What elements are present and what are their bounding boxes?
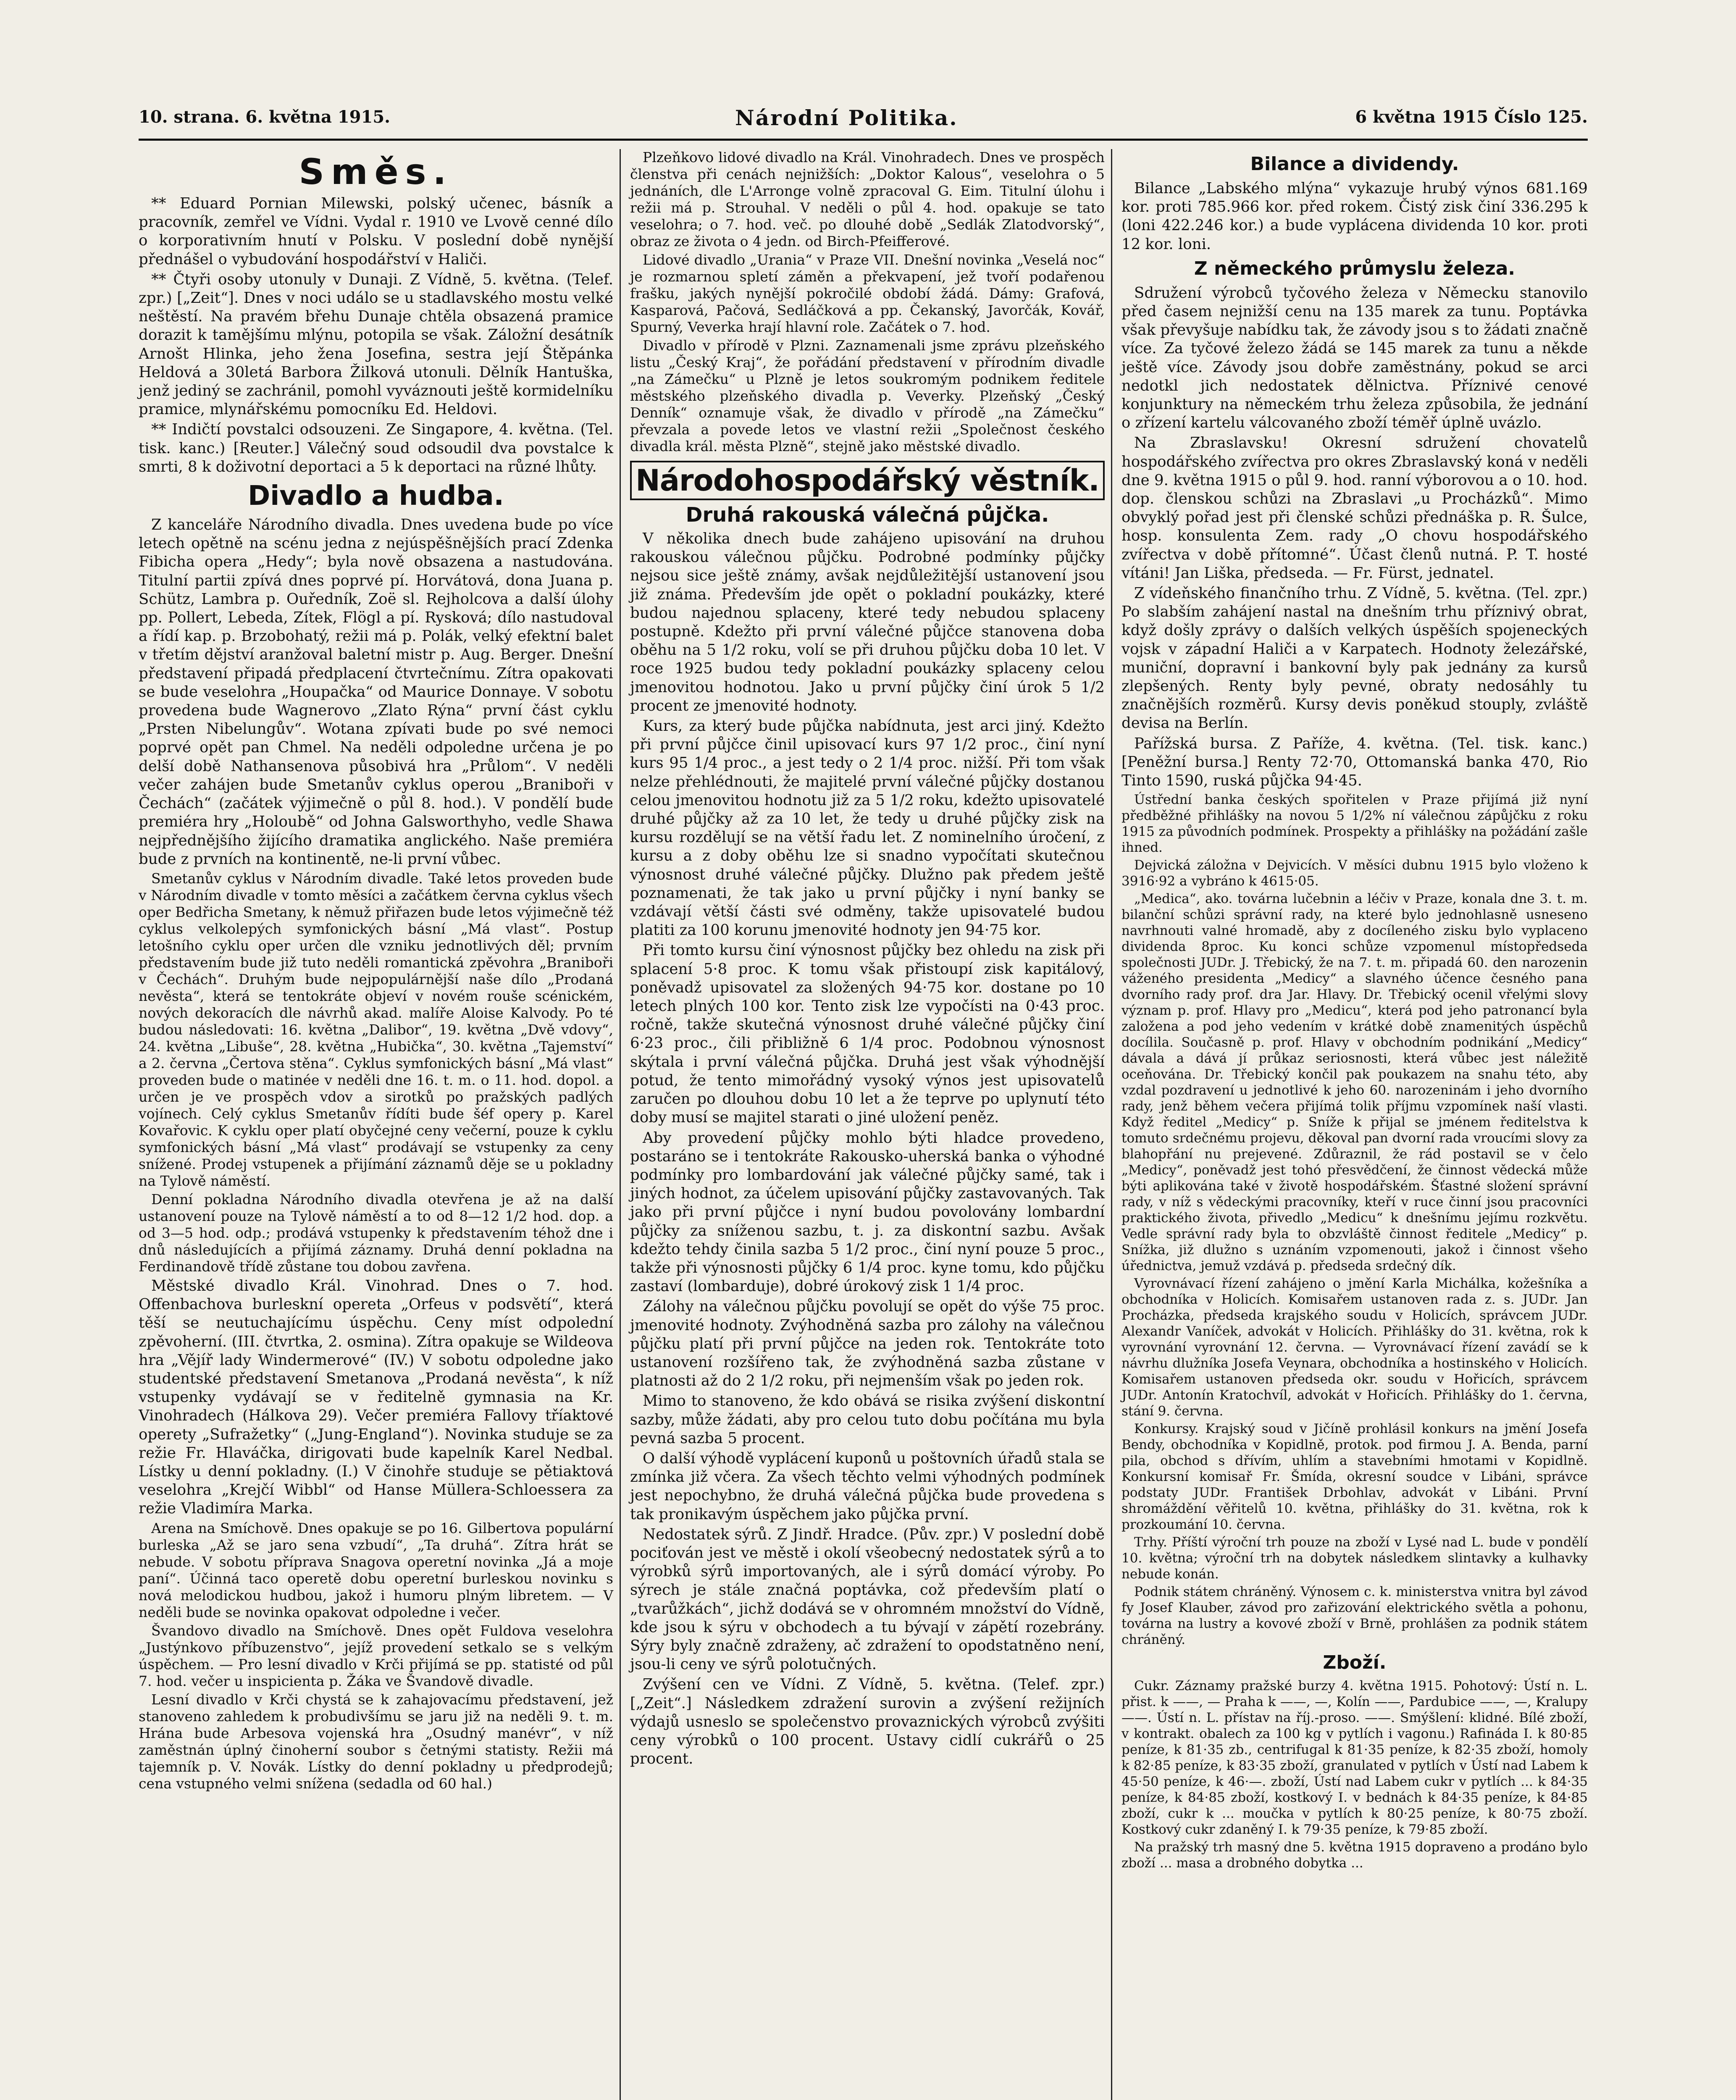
article-paragraph: Podnik státem chráněný. Výnosem c. k. ministerstva vnitra byl závod fy Josef Klauber, závod pro zařizování elektrického světla a pohonu, továrna na lustry a kovové zboží v Brně, prohlášen za podnik státem chráněný. — [1121, 1584, 1588, 1648]
article-paragraph: Smetanův cyklus v Národním divadle. Také letos proveden bude v Národním divadle v tomto měsíci a začátkem června cyklus všech oper Bedřicha Smetany, k němuž přiřazen bude letos výjimečně též cyklus velkolepých symfonických básní „Má vlast“. Postup letošního cyklu oper určen dle vzniku jednotlivých děl; prvním představením bude již tuto neděli romantická zpěvohra „Braniboři v Čechách“. Druhým bude nejpopulárnější naše dílo „Prodaná nevěsta“, která se tentokráte objeví v novém rouše scénickém, nových dekoracích dle návrhů akad. malíře Aloise Kalvody. Po té budou následovati: 16. května „Dalibor“, 19. května „Dvě vdovy“, 24. května „Libuše“, 28. května „Hubička“, 30. května „Tajemství“ a 2. června „Čertova stěna“. Cyklus symfonických básní „Má vlast“ proveden bude o matinée v neděli dne 16. t. m. o 11. hod. dopol. a určen je ve prospěch vdov a sirotků po pražských padlých vojínech. Celý cyklus Smetanův řídíti bude šéf opery p. Karel Kovařovic. K cyklu oper platí obyčejné ceny večerní, pouze k cyklu symfonických básní „Má vlast“ prodávají se vstupenky za ceny snížené. Prodej vstupenek a přijímání záznamů děje se u pokladny na Tylově náměstí. — [139, 870, 613, 1189]
article-paragraph: Divadlo v přírodě v Plzni. Zaznamenali jsme zprávu plzeňského listu „Český Kraj“, že pořádání představení v přírodním divadle „na Zámečku“ u Plzně je letos soukromým podnikem ředitele městského plzeňského divadla p. Veverky. Plzeňský „Český Denník“ oznamuje však, že divadlo v přírodě „na Zámečku“ převzala a povede letos ve vlastní režii „Společnost českého divadla král. města Plzně“, stejně jako městské divadlo. — [630, 337, 1105, 454]
article-paragraph: Sdružení výrobců tyčového železa v Německu stanovilo před časem nejnižší cenu na 135 marek za tunu. Poptávka však převyšuje nabídku tak, že závody jsou s to žádati značně více. Za tyčové železo žádá se 145 marek za tunu a někde ještě více. Závody jsou dobře zaměstnány, pokud se arci nedotkl jich nedostatek dělnictva. Příznivé cenové konjunktury na německém trhu železa způsobila, že jednání o zřízení kartelu válcovaného zboží téměř úplně uvázlo. — [1121, 284, 1588, 432]
article-paragraph: Městské divadlo Král. Vinohrad. Dnes o 7. hod. Offenbachova burleskní opereta „Orfeus v podsvětí“, která těší se neutuchajícímu úspěchu. Ceny míst odpolední zpěvoherní. (III. čtvrtka, 2. osmina). Zítra opakuje se Wildeova hra „Vějíř lady Windermerové“ (IV.) V sobotu odpoledne jako studentské představení Smetanova „Prodaná nevěsta“, k níž vstupenky vydávají se v ředitelně gymnasia na Kr. Vinohradech (Hálkova 29). Večer premiéra Fallovy tříaktové operety „Sufražetky“ („Jung-England“). Novinka studuje se za režie Fr. Hlaváčka, dirigovati bude kapelník Karel Nedbal. Lístky u denní pokladny. (I.) V činohře studuje se pětiaktová veselohra „Krejčí Wibbl“ od Hanse Müllera-Schloessera za režie Vladimíra Marka. — [139, 1277, 613, 1517]
column-1 — [139, 149, 613, 1794]
column-divider — [620, 149, 621, 2100]
article-paragraph: Plzeňkovo lidové divadlo na Král. Vinohradech. Dnes ve prospěch členstva při cenách nejnižších: „Doktor Kalous“, veselohra o 5 jednáních, dle L'Arronge volně zpracoval G. Eim. Titulní úlohu i režii má p. Strouhal. V neděli o půl 4. hod. opakuje se tato veselohra; o 7. hod. več. po dlouhé době „Sedlák Zlatodvorský“, obraz ze života o 4 jedn. od Birch-Pfeifferové. — [630, 149, 1105, 249]
article-paragraph: Bilance „Labského mlýna“ vykazuje hrubý výnos 681.169 kor. proti 785.966 kor. před rokem. Čistý zisk činí 336.295 k (loni 422.246 kor.) a bude vyplácena dividenda 10 kor. proti 12 kor. loni. — [1121, 180, 1588, 253]
article-paragraph: V několika dnech bude zahájeno upisování na druhou rakouskou válečnou půjčku. Podrobné podmínky půjčky nejsou sice ještě známy, avšak nejdůležitější ustanovení jsou již známa. Především jde opět o pokladní poukázky, které budou najednou splaceny, které tedy nebudou splaceny postupně. Kdežto při první válečné půjčce stanovena doba oběhu na 5 1/2 roku, volí se při druhou půjčku doba 10 let. V roce 1925 budou tedy pokladní poukázky splaceny celou jmenovitou hodnotou. Jako u první půjčky činí úrok 5 1/2 procent ze jmenovité hodnoty. — [630, 530, 1105, 714]
column-divider — [1111, 149, 1112, 2100]
article-paragraph: Zálohy na válečnou půjčku povolují se opět do výše 75 proc. jmenovité hodnoty. Zvýhodněná sazba pro zálohy na válečnou půjčku platí při první půjčce na jeden rok. Tentokráte toto ustanovení rozšířeno tak, že zvýhodněná sazba zůstane v platnosti až do 2 1/2 roku, při nejmenším však po jeden rok. — [630, 1298, 1105, 1390]
article-heading: Zboží. — [1323, 1652, 1387, 1674]
article-paragraph: Zvýšení cen ve Vídni. Z Vídně, 5. května. (Telef. zpr.) [„Zeit“.] Následkem zdražení surovin a zvýšení režijních výdajů usneslo se společenstvo provaznických výrobců zvýšiti ceny výrobků o 100 procent. Ustavy cidlí cukrářů o 25 procent. — [630, 1676, 1105, 1768]
column-3 — [1121, 149, 1588, 1873]
article-heading: Druhá rakouská válečná půjčka. — [685, 503, 1049, 527]
article-paragraph: Nedostatek sýrů. Z Jindř. Hradce. (Pův. zpr.) V poslední době pociťován jest ve městě i okolí všeobecný nedostatek sýrů a to výrobků sýrů importovaných, ale i sýrů domácí výroby. Po sýrech je stále značná poptávka, což především platí o „tvarůžkách“, jichž dodává se v ohromném množství do Vídně, kde jsou k sýru v obchodech a tu bývají v zápětí rozebrány. Sýry byly značně zdraženy, ač zdražení to opodstatněno není, jsou-li ceny ve sýrů polotučných. — [630, 1525, 1105, 1673]
article-paragraph: Denní pokladna Národního divadla otevřena je až na další ustanovení pouze na Tylově náměstí a to od 8—12 1/2 hod. dop. a od 3—5 hod. odp.; prodává vstupenky k představením téhož dne i dnů následujících a přijímá záznamy. Druhá denní pokladna na Ferdinandově třídě zůstane tou dobou zavřena. — [139, 1191, 613, 1275]
article-paragraph: Pařížská bursa. Z Paříže, 4. května. (Tel. tisk. kanc.) [Peněžní bursa.] Renty 72·70, Ottomanská banka 470, Rio Tinto 1590, ruská půjčka 94·45. — [1121, 735, 1588, 790]
article-paragraph: Švandovo divadlo na Smíchově. Dnes opět Fuldova veselohra „Justýnkovo příbuzenstvo“, jejíž provedení setkalo se s velkým úspěchem. — Pro lesní divadlo v Krči přijímá se pp. statisté od půl 7. hod. večer u inspicienta p. Žáka ve Švandově divadle. — [139, 1622, 613, 1689]
header-date-right: 6 května 1915 Číslo 125. — [1355, 107, 1588, 127]
article-heading: Bilance a dividendy. — [1250, 153, 1459, 175]
article-paragraph: Mimo to stanoveno, že kdo obává se risika zvýšení diskontní sazby, může žádati, aby pro celou tuto dobu počítána mu byla pevná sazba 5 procent. — [630, 1392, 1105, 1447]
article-paragraph: Trhy. Příští výroční trh pouze na zboží v Lysé nad L. bude v pondělí 10. května; výroční trh na dobytek následkem slintavky a kulhavky nebude konán. — [1121, 1535, 1588, 1582]
article-heading: Z německého průmyslu železa. — [1194, 257, 1515, 279]
article-paragraph: Při tomto kursu činí výnosnost půjčky bez ohledu na zisk při splacení 5·8 proc. K tomu však přistoupí zisk kapitálový, poněvadž upisovatel za složených 94·75 kor. dostane po 10 letech plných 100 kor. Tento zisk lze vypočísti na 0·43 proc. ročně, takže skutečná výnosnost druhé válečné půjčky činí 6·23 proc., čili přibližně 6 1/4 proc. Podobnou výnosnost skýtala i první válečná půjčka. Druhá jest však výhodnější potud, že tento mimořádný vysoký výnos jest upisovatelů zaručen po dlouhou dobu 10 let a že teprve po uplynutí této doby musí se majitel starati o jiné uložení peněz. — [630, 942, 1105, 1126]
article-paragraph: Arena na Smíchově. Dnes opakuje se po 16. Gilbertova populární burleska „Až se jaro sena vzbudí“, „Ta druhá“. Zítra hrát se nebude. V sobotu příprava Snagova operetní novinka „Já a moje paní“. Účinná taco operetě dobu operetní burleskou novinku s nová melodickou hudbou, jakož i humoru plným libretem. — V neděli bude se novinka opakovat odpoledne i večer. — [139, 1520, 613, 1620]
article-paragraph: „Medica“, ako. továrna lučebnin a léčiv v Praze, konala dne 3. t. m. bilanční schůzi správní rady, na které bylo jednohlasně usneseno navrhnouti valné hromadě, aby z docíleného zisku bylo vyplaceno dividenda 8proc. Ku konci schůze vzpomenul místopředseda společnosti JUDr. J. Třebický, že na 7. t. m. připadá 60. den narozenin váženého presidenta „Medicy“ a slavného účence česného pana dvorního rady prof. dra Jar. Hlavy. Dr. Třebický ocenil vřelými slovy význam p. prof. Hlavy pro „Medicu“, která pod jeho patronancí byla založena a pod jeho vedením v krátké době znamenitých úspěchů docílila. Současně p. prof. Hlavy v obchodním podnikání „Medicy“ dávala a dává jí průkaz seriosnosti, která vůbec jest náležitě oceňována. Dr. Třebický končil pak poukazem na snahu této, aby vzdal pozdravení u jednotlivé k jeho 60. narozeninám i jeho dvorního rady, jenž během večera přijímá tolik příjmu vzpomínek naší vlasti. Když ředitel „Medicy“ p. Sníže k přijal se jménem ředitelstva k tomuto srdečnému projevu, děkoval pan dvorní rada vroucími slovy za blahopřání nu prejevené. Zdůraznil, že rád postavil se v čelo „Medicy“, poněvadž jest tohó přesvědčení, že činnost vědecká může býti aplikována také v životě hospodářském. Šťastné složení správní rady, v níž s vědeckými pracovníky, kteří v ruce činní jsou pracovníci praktického života, přivedlo „Medicu“ k dnešnímu jejímu rozkvětu. Vedle správní rady byla to obzvláště činnost ředitele „Medicy“ p. Snížka, již dlužno s uznáním vzpomenouti, jakož i činnost všeho úřednictva, jemuž vzdává p. předseda srdečný dík. — [1121, 891, 1588, 1274]
column-2 — [630, 149, 1105, 1770]
article-paragraph: Na pražský trh masný dne 5. května 1915 dopraveno a prodáno bylo zboží ... masa a drobného dobytka ... — [1121, 1840, 1588, 1871]
article-paragraph: Z vídeňského finančního trhu. Z Vídně, 5. května. (Tel. zpr.) Po slabším zahájení nastal na dnešním trhu příznivý obrat, když došly zprávy o dalších velkých úspěších spojeneckých vojsk v západní Haliči a v Karpatech. Hodnoty železářské, muniční, dopravní i bankovní byly pak jednány za kursů zlepšených. Renty byly pevné, obraty nedosáhly tu značnějších rozměrů. Kursy devis poněkud stouply, zvláště devisa na Berlín. — [1121, 585, 1588, 732]
article-paragraph: O další výhodě vyplácení kuponů u poštovních úřadů stala se zmínka již včera. Za všech těchto velmi výhodných podmínek jest nepochybno, že druhá válečná půjčka bude provedena s tak pronikavým úspěchem jako půjčka první. — [630, 1449, 1105, 1523]
article-paragraph: Z kanceláře Národního divadla. Dnes uvedena bude po více letech opětně na scénu jedna z nejúspěšnějších prací Zdenka Fibicha opera „Hedy“; byla nově obsazena a nastudována. Titulní partii zpívá dnes poprvé pí. Horvátová, dona Juana p. Schütz, Lambra p. Ouředník, Zoë sl. Rejholcova a další úlohy pp. Pollert, Lebeda, Zítek, Flögl a pí. Rysková; dílo nastudoval a řídí kap. p. Brzobohatý, režii má p. Polák, velký efektní balet v třetím dějství aranžoval baletní mistr p. Aug. Berger. Dnešní představení připadá předplacení čtvrtečnímu. Zítra opakovati se bude veselohra „Houpačka“ od Maurice Donnaye. V sobotu provedena bude Wagnerovo „Zlato Rýna“ první část cyklu „Prsten Nibelungův“. Wotana zpívati bude po své nemoci poprvé opět pan Chmel. Na neděli odpoledne určena je po delší době Nathansenova působivá hra „Průlom“. V neděli večer zahájen bude Smetanův cyklus operou „Braniboři v Čechách“ (začátek výjimečně o půl 8. hod.). V pondělí bude premiéra hry „Holoubě“ od Johna Galsworthyho, vedle Shawa nejpřednějšího žijícího dramatika anglického. Naše premiéra bude z prvních na kontinentě, ne-li první vůbec. — [139, 516, 613, 868]
article-paragraph: Lesní divadlo v Krči chystá se k zahajovacímu představení, jež stanoveno zahledem k probudivšímu se jaru již na neděli 9. t. m. Hrána bude Arbesova vojenská hra „Osudný manévr“, v níž zaměstnán úplný činoherní soubor s četnými statisty. Režii má tajemník p. V. Novák. Lístky do denní pokladny u předprodejů; cena vstupného velmi snížena (sedadla od 60 hal.) — [139, 1691, 613, 1792]
masthead-title: Národní Politika. — [735, 105, 958, 130]
article-paragraph: Vyrovnávací řízení zahájeno o jmění Karla Michálka, kožešníka a obchodníka v Holicích. Komisařem ustanoven rada z. s. JUDr. Jan Procházka, předseda krajského soudu v Holicích, správcem JUDr. Alexandr Vaníček, advokát v Holicích. Přihlášky do 31. května, rok k vyrovnání vyrovnání 12. června. — Vyrovnávací řízení zavádí se k návrhu dlužníka Josefa Veynara, obchodníka a hostinského v Holicích. Komisařem ustanoven předseda okr. soudu v Hořicích, správcem JUDr. Antonín Kratochvíl, advokát v Hořicích. Přihlášky do 1. června, stání 9. června. — [1121, 1276, 1588, 1419]
article-paragraph: Ústřední banka českých spořitelen v Praze přijímá již nyní předběžné přihlášky na novou 5 1/2% ní válečnou zápůjčku z roku 1915 za původních podmínek. Prospekty a přihlášky na požádání zašle ihned. — [1121, 792, 1588, 856]
article-paragraph: ** Eduard Pornian Milewski, polský učenec, básník a pracovník, zemřel ve Vídni. Vydal r. 1910 ve Lvově cenné dílo o korporativním hnutí v Polsku. V poslední době nynější přednášel o vybudování hospodářství v Haliči. — [139, 195, 613, 268]
article-paragraph: Na Zbraslavsku! Okresní sdružení chovatelů hospodářského zvířectva pro okres Zbraslavský koná v neděli dne 9. května 1915 o půl 9. hod. ranní výborovou a o 10. hod. dop. členskou schůzi na Zbraslavi „u Procházků“. Mimo obvyklý pořad jest při členské schůzi přednáška p. R. Šulce, hosp. konsulenta Zem. rady „O chovu hospodářského zvířectva v době přítomné“. Účast členů nutná. P. T. hosté vítáni! Jan Liška, předseda. — Fr. Fürst, jednatel. — [1121, 434, 1588, 582]
article-paragraph: Dejvická záložna v Dejvicích. V měsíci dubnu 1915 bylo vloženo k 3916·92 a vybráno k 4615·05. — [1121, 858, 1588, 889]
article-paragraph: Lidové divadlo „Urania“ v Praze VII. Dnešní novinka „Veselá noc“ je rozmarnou spletí záměn a překvapení, jež tvoří podařenou frašku, jakých nynější pokročilé období žádá. Dámy: Grafová, Kasparová, Pačová, Sedláčková a pp. Čekanský, Javorčák, Kovář, Spurný, Veverka hrají hlavní role. Začátek o 7. hod. — [630, 252, 1105, 335]
article-paragraph: ** Čtyři osoby utonuly v Dunaji. Z Vídně, 5. května. (Telef. zpr.) [„Zeit“]. Dnes v noci událo se u stadlavského mostu velké neštěstí. Na pravém břehu Dunaje chtěla obsazená pramice dorazit k tamějšímu mlýnu, potopila se však. Záložní desátník Arnošt Hlinka, jeho žena Josefina, sestra její Štěpánka Heldová a 30letá Barbora Žilková utonuli. Dělník Hantuška, jenž jediný se zachránil, pomohl vyváznouti ještě kormidelníku pramice, mlynářskému pomocníku Ed. Heldovi. — [139, 270, 613, 418]
section-title-smes: Směs. — [299, 151, 453, 192]
article-paragraph: Cukr. Záznamy pražské burzy 4. května 1915. Pohotový: Ústí n. L. přist. k ——, — Praha k ——, —, Kolín ——, Pardubice ——, —, Kralupy ——. Ústí n. L. přístav na říj.-proso. ——. Smýšlení: klidné. Bílé zboží, v kontrakt. obalech za 100 kg v pytlích i vagonu.) Rafináda I. k 80·85 peníze, k 81·35 zb., centrifugal k 81·35 peníze, k 82·35 zboží, homoly k 82·85 peníze, k 83·35 zboží, granulated v pytlích v Ústí nad Labem k 45·50 peníze, k 46·—. zboží, Ústí nad Labem cukr v pytlích ... k 84·35 peníze, k 84·85 zboží, kostkový I. v bednách k 84·35 peníze, k 84·85 zboží, cukr k ... moučka v pytlích k 80·25 peníze, k 80·75 zboží. Kostkový cukr zdaněný I. k 79·35 peníze, k 79·85 zboží. — [1121, 1678, 1588, 1838]
article-paragraph: Kurs, za který bude půjčka nabídnuta, jest arci jiný. Kdežto při první půjčce činil upisovací kurs 97 1/2 proc., činí nyní kurs 95 1/4 proc., a jest tedy o 2 1/4 proc. nižší. Při tom však nelze přehlédnouti, že majitelé první válečné půjčky dostanou celou jmenovitou hodnotu již za 5 1/2 roku, kdežto upisovatelé druhé půjčky až za 10 let, že tedy u druhé půjčky zisk na kursu rozdělují se na větší řadu let. Z nominelního úročení, z kursu a z doby oběhu lze si snadno vypočítati skutečnou výnosnost druhé válečné půjčky. Dlužno pak předem ještě poznamenati, že tak jako u první půjčky i nyní banky se vzdávají větší části své odměny, takže upisovatelé budou platiti za 100 korunu jmenovité hodnoty jen 94·75 kor. — [630, 717, 1105, 939]
article-paragraph: ** Indičtí povstalci odsouzeni. Ze Singapore, 4. května. (Tel. tisk. kanc.) [Reuter.] Válečný soud odsoudil dva povstalce k smrti, 8 k doživotní deportaci a 5 k deportaci na různé lhůty. — [139, 421, 613, 475]
header-date-left: 10. strana. 6. května 1915. — [139, 107, 391, 127]
header-rule — [139, 139, 1588, 141]
article-paragraph: Konkursy. Krajský soud v Jičíně prohlásil konkurs na jmění Josefa Bendy, obchodníka v Kopidlně, protok. pod firmou J. A. Benda, parní pila, obchod s dřívím, uhlím a stavebními hmotami v Kopidlně. Konkursní komisař Fr. Šmída, okresní soudce v Libáni, správce podstaty JUDr. František Drbohlav, advokát v Libáni. První shromáždění věřitelů 10. května, přihlášky do 31. května, rok k prozkoumání 10. června. — [1121, 1421, 1588, 1533]
article-paragraph: Aby provedení půjčky mohlo býti hladce provedeno, postaráno se i tentokráte Rakousko-uherská banka o výhodné podmínky pro lombardování jak válečné půjčky samé, tak i jiných hodnot, za účelem upisování půjčky zastavovaných. Tak jako při první půjčce i nyní budou povolovány lombardní půjčky za sníženou sazbu, t. j. za diskontní sazbu. Avšak kdežto tehdy činila sazba 5 1/2 proc., činí nyní pouze 5 proc., takže při výnosnosti půjčky 6 1/4 proc. kyne tomu, kdo půjčku zastaví (lombarduje), dobré úrokový zisk 1 1/4 proc. — [630, 1129, 1105, 1295]
section-title-divadlo: Divadlo a hudba. — [248, 480, 504, 512]
page-header — [139, 107, 1588, 136]
section-title-narodohospodarsky-vestnik: Národohospodářský věstník. — [630, 461, 1105, 500]
